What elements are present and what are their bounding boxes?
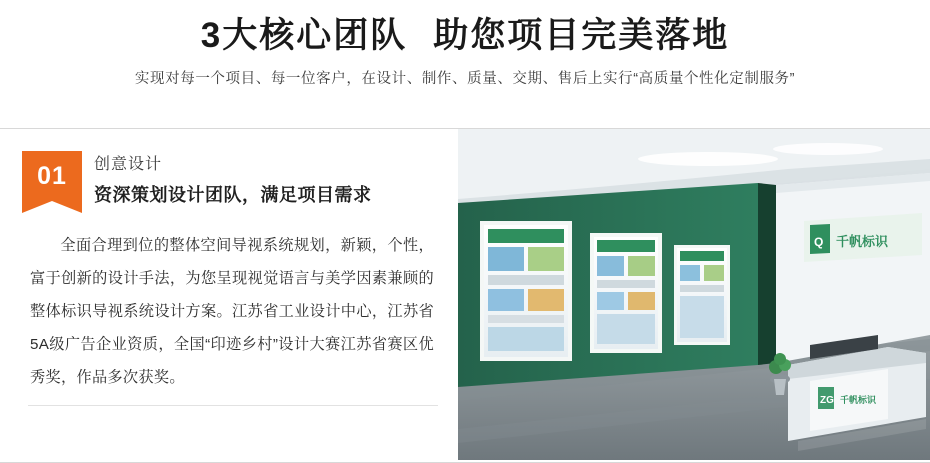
section-subtitle: 创意设计	[94, 156, 163, 173]
svg-text:千帆标识: 千帆标识	[836, 234, 889, 249]
badge-notch-left-icon	[22, 201, 52, 213]
divider	[28, 405, 438, 406]
showroom-photo	[458, 129, 930, 460]
badge-notch-right-icon	[52, 201, 82, 213]
step-badge	[22, 151, 82, 213]
headline-number: 3	[200, 16, 223, 55]
svg-text:ZG: ZG	[820, 395, 834, 406]
page-title	[0, 14, 930, 58]
section-paragraph: 全面合理到位的整体空间导视系统规划，新颖，个性，富于创新的设计手法，为您呈现视觉语言与美学因素兼顾的整体标识导视系统设计方案。江苏省工业设计中心，江苏省5A级广告企业资质，全国“印迹乡村”设计大赛江苏省赛区优秀奖，作品多次获奖。	[30, 237, 434, 386]
showroom-photo-illustration	[458, 129, 930, 460]
section-title: 资深策划设计团队，满足项目需求	[94, 185, 372, 205]
headline-part1: 大核心团队	[222, 16, 408, 55]
svg-text:Q: Q	[814, 235, 824, 249]
header	[0, 0, 930, 90]
content-panel	[0, 128, 930, 463]
headline-part2: 助您项目完美落地	[433, 16, 730, 55]
page-subtitle: 实现对每一个项目、每一位客户，在设计、制作、质量、交期、售后上实行“高质量个性化定制服务”	[134, 71, 796, 87]
text-column	[0, 129, 452, 460]
badge-number: 01	[37, 162, 67, 190]
svg-text:千帆标识: 千帆标识	[840, 395, 877, 405]
